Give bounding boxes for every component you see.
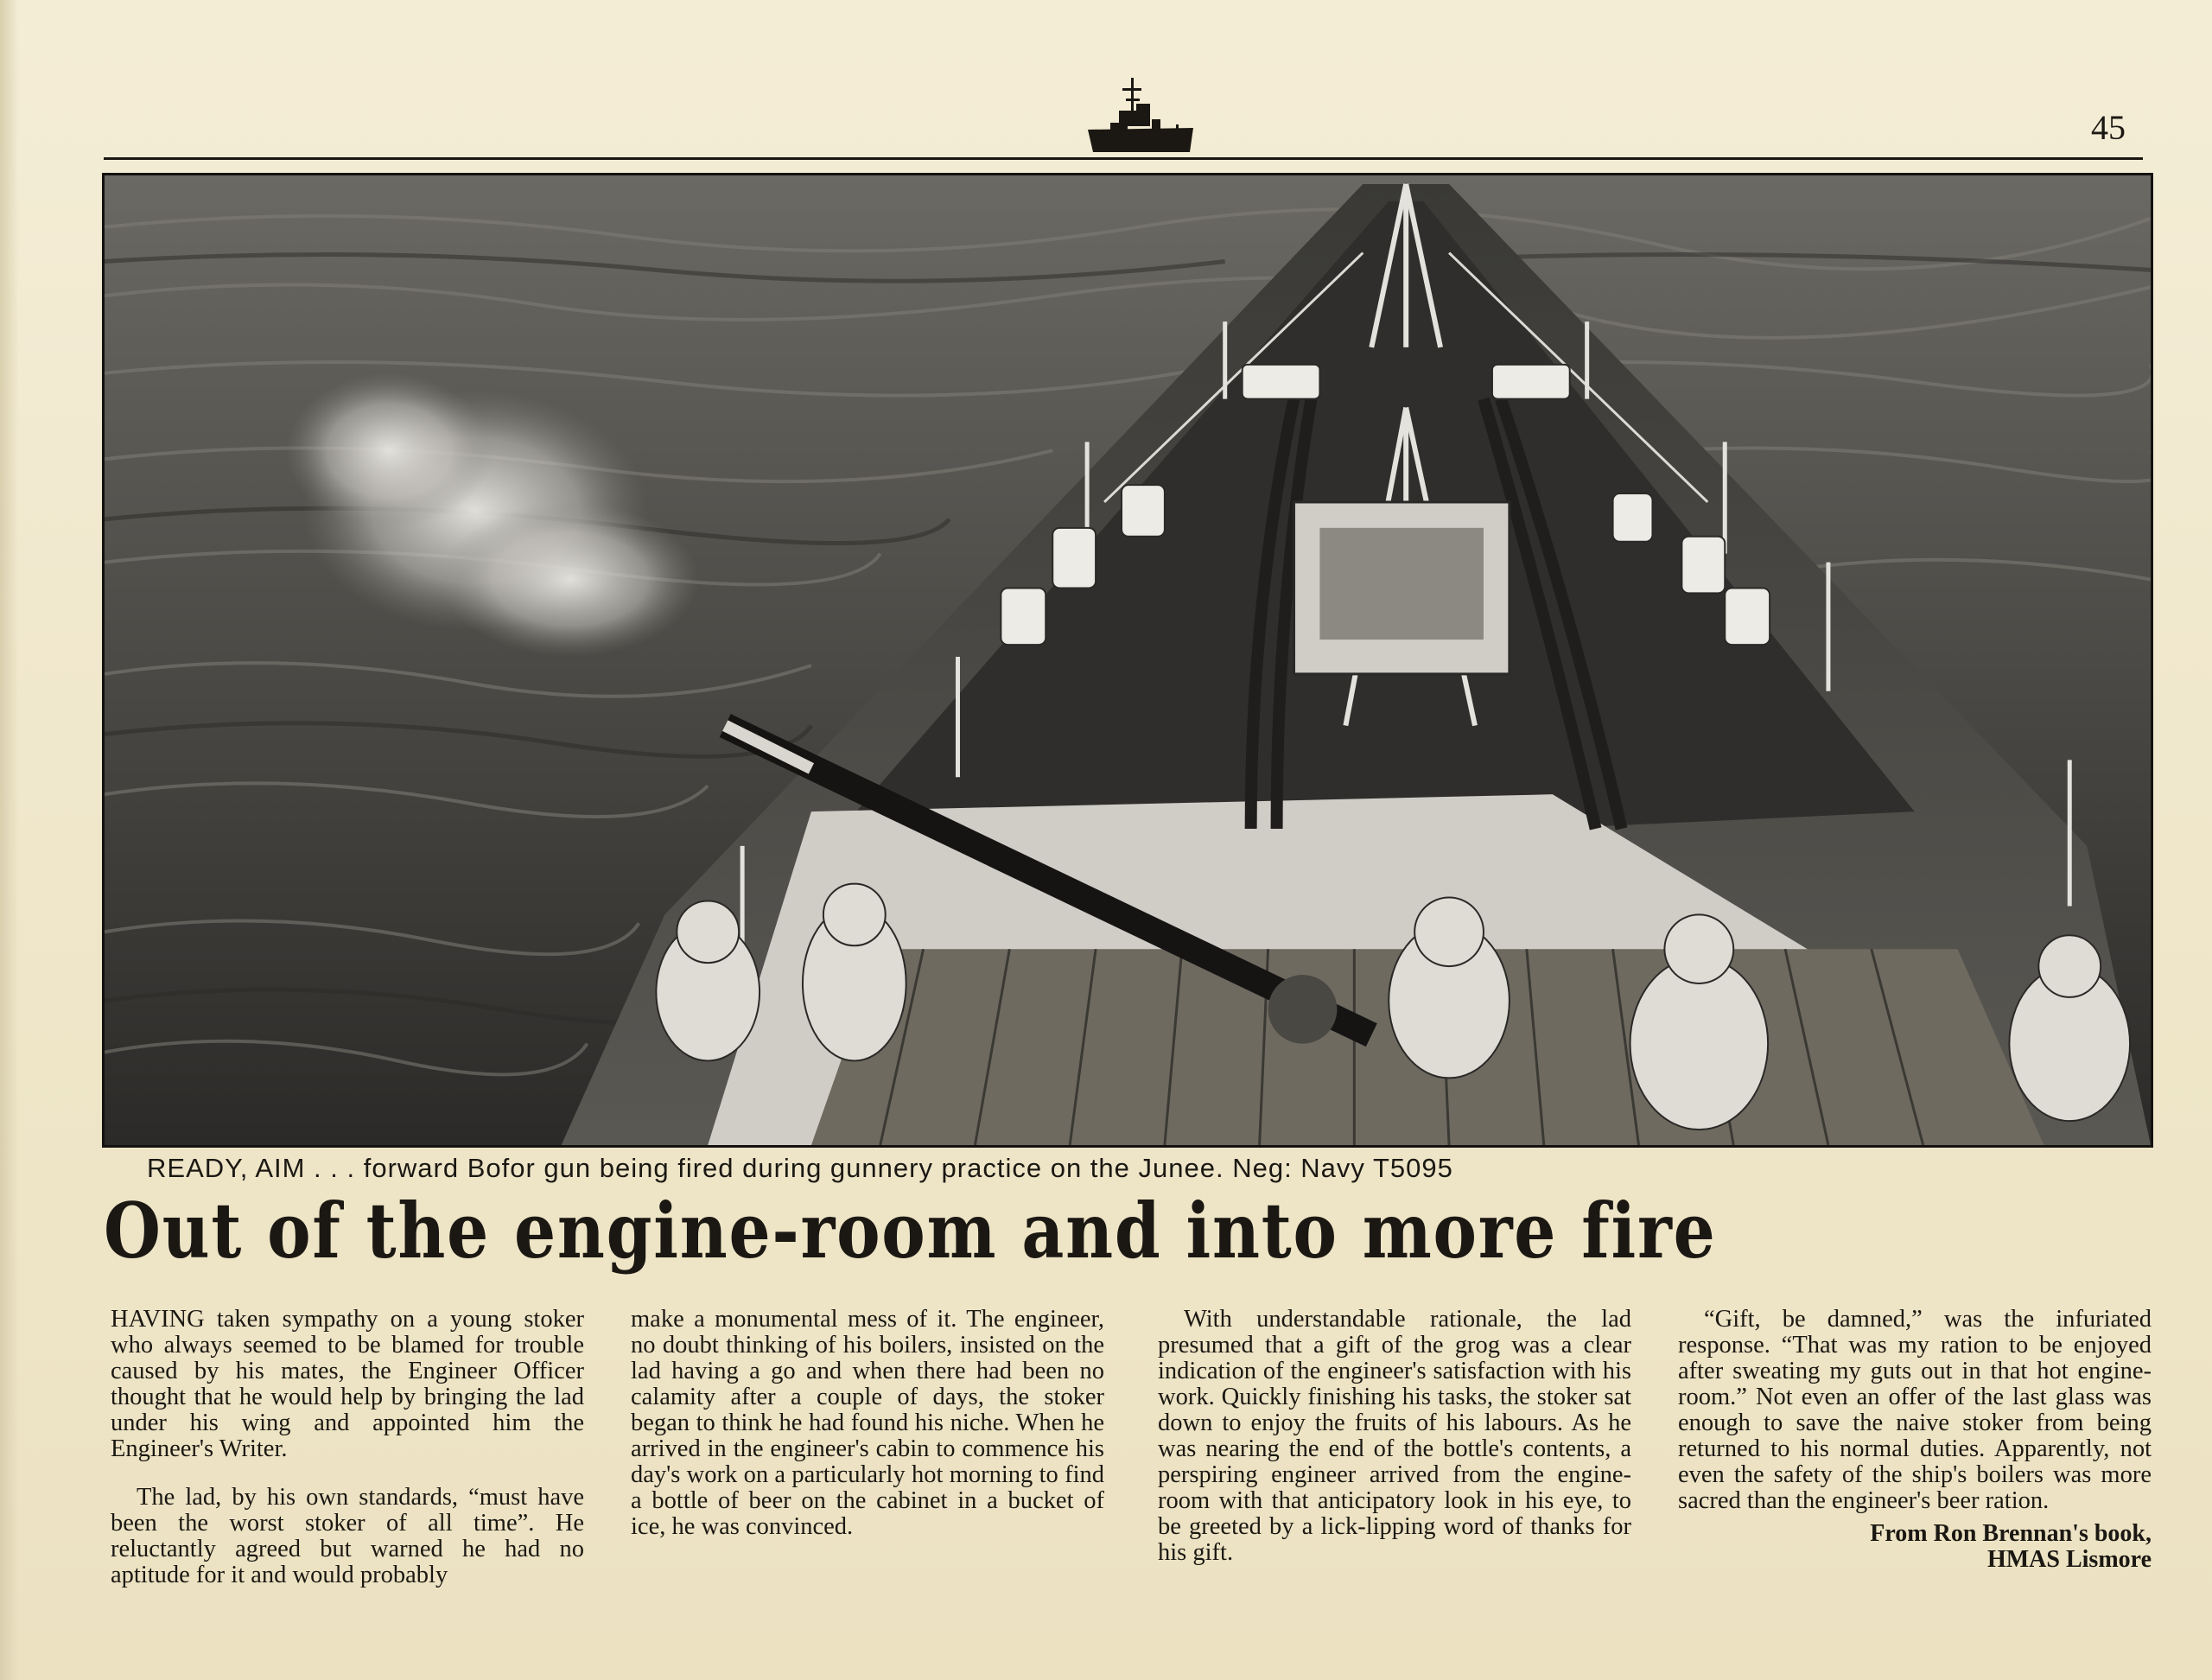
page-spine-shadow — [0, 0, 19, 1680]
header-rule — [104, 157, 2143, 160]
photo-caption: READY, AIM . . . forward Bofor gun being fired during gunnery practice on the Junee. Neg: Navy T5095 — [147, 1153, 1453, 1183]
article-paragraph: make a monumental mess of it. The engineer, no doubt thinking of his boilers, insisted on the lad having a go and when there had been no calamity after a couple of days, the stoker began to think he had found his niche. When he arrived in the engineer's cabin to commence his day's work on a particularly hot morning to find a bottle of beer on the cabinet in a bucket of ice, he was convinced. — [631, 1306, 1104, 1540]
article-column-3 — [1158, 1307, 1631, 1588]
article-paragraph: HAVING taken sympathy on a young stoker who always seemed to be blamed for trouble caused by his mates, the Engineer Officer thought that he would help by bringing the lad under his wing and appointed him the Engineer's Writer. — [111, 1306, 584, 1462]
article-paragraph: The lad, by his own standards, “must have been the worst stoker of all time”. He reluctantly agreed but warned he had no aptitude for it and would probably — [111, 1484, 584, 1588]
gunnery-photograph — [102, 173, 2153, 1148]
article-paragraph: “Gift, be damned,” was the infuriated response. “That was my ration to be enjoyed after sweating my guts out in that hot engine-room.” Not even an offer of the last glass was enough to save the naive stoker from being returned to his normal duties. Apparently, not even the safety of the ship's boilers was more sacred than the engineer's beer ration. — [1678, 1306, 2152, 1514]
article-headline: Out of the engine-room and into more fire — [104, 1186, 1717, 1276]
article-column-1 — [111, 1307, 584, 1611]
article-column-2 — [631, 1307, 1104, 1562]
article-attribution — [1678, 1521, 2152, 1573]
attribution-source: From Ron Brennan's book, — [1870, 1520, 2152, 1547]
page-number: 45 — [2091, 108, 2126, 147]
article-column-4 — [1678, 1307, 2152, 1573]
attribution-ship: HMAS Lismore — [1986, 1546, 2152, 1573]
warship-silhouette-icon — [1084, 76, 1197, 159]
article-paragraph: With understandable rationale, the lad presumed that a gift of the grog was a clear indication of the engineer's satisfaction with his work. Quickly finishing his tasks, the stoker sat down to enjoy the fruits of his labours. As he was nearing the end of the bottle's contents, a perspiring engineer arrived from the engine-room with that anticipatory look in his eye, to be greeted by a lick-lipping word of thanks for his gift. — [1158, 1306, 1631, 1566]
